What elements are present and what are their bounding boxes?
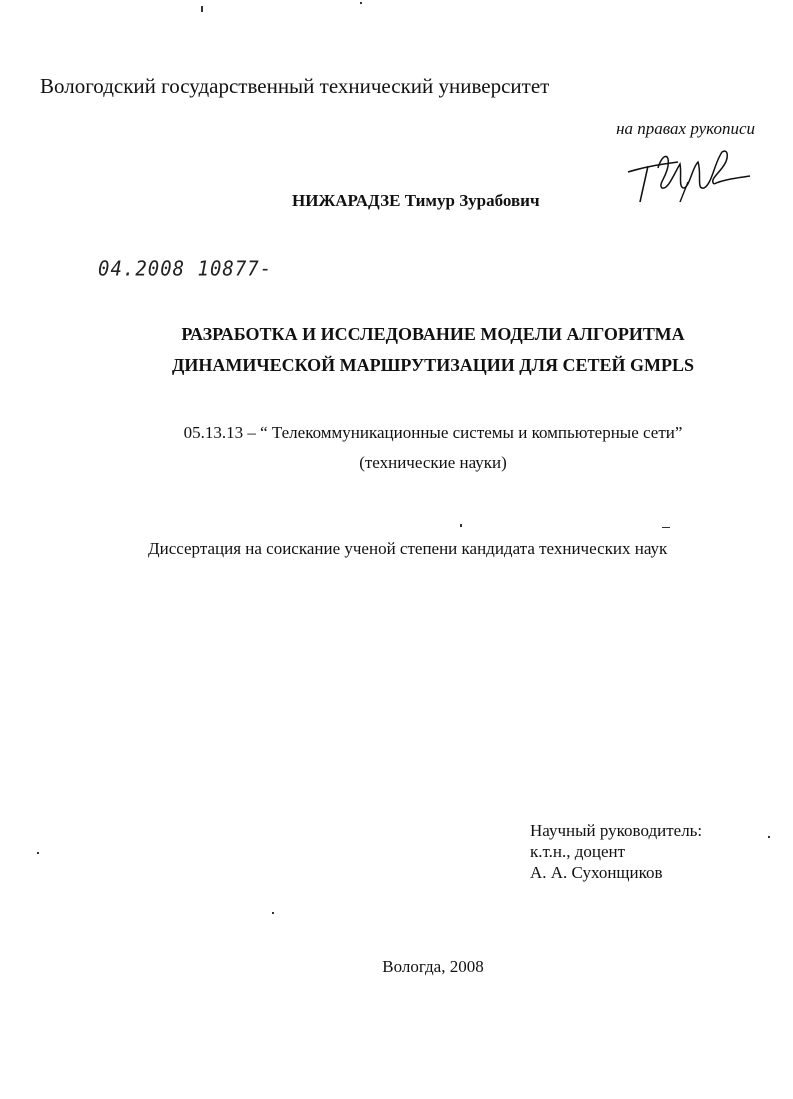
- author-name: НИЖАРАДЗЕ Тимур Зурабович: [292, 191, 540, 210]
- science-field: (технические науки): [359, 453, 507, 472]
- advisor-label: Научный руководитель:: [530, 821, 703, 840]
- scan-speck: [768, 836, 770, 838]
- dissertation-description: Диссертация на соискание ученой степени кандидата технических наук: [148, 539, 668, 558]
- scan-speck: [272, 912, 274, 914]
- city-year: Вологда, 2008: [382, 957, 484, 976]
- scan-speck: [37, 852, 39, 854]
- advisor-name: А. А. Сухонщиков: [530, 863, 663, 882]
- author-signature: [618, 144, 758, 206]
- manuscript-note: на правах рукописи: [616, 119, 755, 138]
- scan-speck: [460, 524, 462, 527]
- scan-speck: [360, 2, 362, 4]
- thesis-title-line-2: ДИНАМИЧЕСКОЙ МАРШРУТИЗАЦИИ ДЛЯ СЕТЕЙ GMPLS: [171, 355, 695, 375]
- scan-speck: [201, 6, 203, 12]
- advisor-degree: к.т.н., доцент: [530, 842, 626, 861]
- specialty-code: 05.13.13 – “ Телекоммуникационные системы и компьютерные сети”: [183, 423, 683, 442]
- library-stamp: 04.2008 10877-: [98, 257, 273, 281]
- scan-speck: [662, 527, 670, 528]
- thesis-title-line-1: РАЗРАБОТКА И ИССЛЕДОВАНИЕ МОДЕЛИ АЛГОРИТМА: [181, 324, 685, 344]
- university-name: Вологодский государственный технический университет: [40, 74, 550, 98]
